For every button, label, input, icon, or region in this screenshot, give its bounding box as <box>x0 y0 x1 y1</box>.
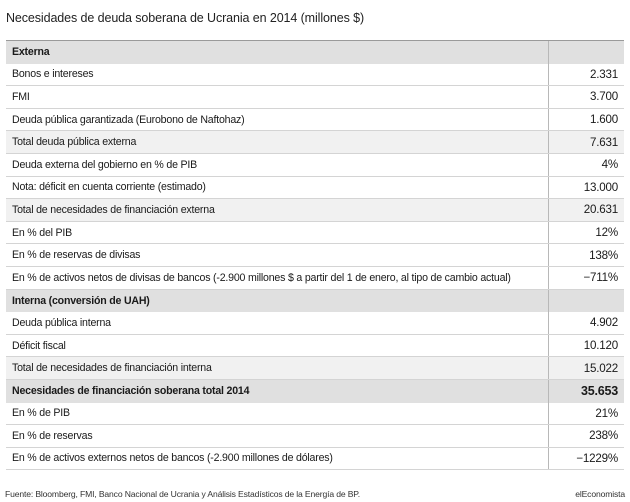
row-value: 21% <box>548 403 624 425</box>
row-label: En % de reservas <box>12 429 93 442</box>
table-row <box>6 448 624 471</box>
table-row <box>6 267 624 290</box>
table-row <box>6 177 624 200</box>
row-value: 4.902 <box>548 312 624 334</box>
table-row <box>6 244 624 267</box>
section-header-externa <box>6 41 624 64</box>
section-header-label: Interna (conversión de UAH) <box>12 294 150 307</box>
debt-table <box>6 40 624 470</box>
row-label: Nota: déficit en cuenta corriente (estimado) <box>12 181 206 194</box>
table-row <box>6 64 624 87</box>
row-label: Total deuda pública externa <box>12 136 137 149</box>
row-label: Déficit fiscal <box>12 339 66 352</box>
row-label: En % de reservas de divisas <box>12 249 141 262</box>
row-label: Deuda externa del gobierno en % de PIB <box>12 158 197 171</box>
row-label: En % de PIB <box>12 407 70 420</box>
grand-total-row <box>6 380 624 403</box>
table-row <box>6 86 624 109</box>
row-label: Deuda pública garantizada (Eurobono de Naftohaz) <box>12 113 245 126</box>
table-row <box>6 425 624 448</box>
table-row <box>6 312 624 335</box>
row-value: 138% <box>548 244 624 266</box>
section-header-interna <box>6 290 624 313</box>
source-note: Fuente: Bloomberg, FMI, Banco Nacional de Ucrania y Análisis Estadísticos de la Energía de BP. <box>5 489 360 499</box>
table-row <box>6 222 624 245</box>
row-label: En % de activos externos netos de bancos (-2.900 millones de dólares) <box>12 452 333 465</box>
grand-total-label: Necesidades de financiación soberana total 2014 <box>12 385 250 398</box>
row-label: Bonos e intereses <box>12 68 94 81</box>
section-header-value <box>548 41 624 64</box>
row-label: Total de necesidades de financiación externa <box>12 203 215 216</box>
row-label: Total de necesidades de financiación interna <box>12 362 212 375</box>
table-row <box>6 199 624 222</box>
row-label: Deuda pública interna <box>12 316 111 329</box>
section-header-value <box>548 290 624 313</box>
section-header-label: Externa <box>12 46 50 59</box>
row-value: −1229% <box>548 448 624 470</box>
table-row <box>6 154 624 177</box>
table-row <box>6 403 624 426</box>
table-title: Necesidades de deuda soberana de Ucrania en 2014 (millones $) <box>6 11 365 25</box>
row-value: 20.631 <box>548 199 624 221</box>
row-value: 238% <box>548 425 624 447</box>
table-row <box>6 131 624 154</box>
row-label: En % de activos netos de divisas de bancos (-2.900 millones $ a partir del 1 de enero, al tipo de cambio actual) <box>12 271 511 284</box>
row-value: 13.000 <box>548 177 624 199</box>
row-value: 4% <box>548 154 624 176</box>
table-row <box>6 357 624 380</box>
row-value: 12% <box>548 222 624 244</box>
row-label: FMI <box>12 90 30 103</box>
row-value: 10.120 <box>548 335 624 357</box>
brand-logo: elEconomista <box>575 489 625 499</box>
row-value: 2.331 <box>548 64 624 86</box>
row-value: −711% <box>548 267 624 289</box>
row-label: En % del PIB <box>12 226 73 239</box>
row-value: 7.631 <box>548 131 624 153</box>
row-value: 3.700 <box>548 86 624 108</box>
grand-total-value: 35.653 <box>548 380 624 403</box>
row-value: 15.022 <box>548 357 624 379</box>
row-value: 1.600 <box>548 109 624 131</box>
table-row <box>6 335 624 358</box>
table-row <box>6 109 624 132</box>
footer <box>0 489 630 499</box>
